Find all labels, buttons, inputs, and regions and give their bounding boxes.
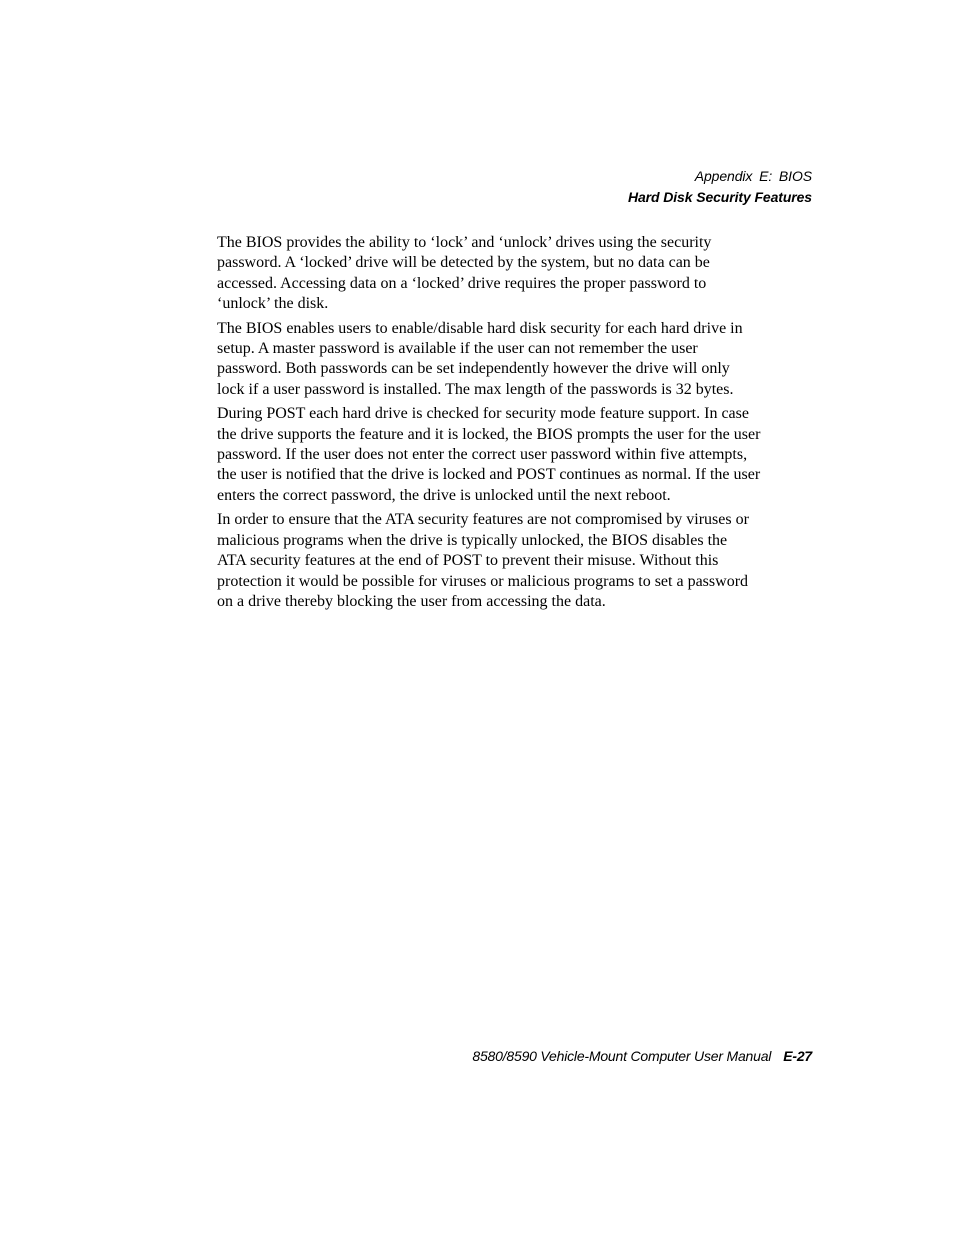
body-text (217, 233, 783, 616)
paragraph-ata-lock-unlock (217, 233, 783, 315)
text-line: setup. A master password is available if the user can not remember the user (217, 340, 698, 358)
text-line: the user is notified that the drive is locked and POST continues as normal. If the user (217, 466, 761, 484)
text-line: password. Both passwords can be set independently however the drive will only (217, 360, 730, 378)
page-number: E-27 (783, 1048, 812, 1064)
text-line: malicious programs when the drive is typically unlocked, the BIOS disables the (217, 531, 728, 549)
text-line: on a drive thereby blocking the user from accessing the data. (217, 592, 606, 610)
paragraph-master-password (217, 319, 783, 401)
text-line: ATA security features at the end of POST to prevent their misuse. Without this (217, 552, 719, 570)
running-footer (472, 1046, 812, 1066)
manual-title: 8580/8590 Vehicle-Mount Computer User Manual (472, 1048, 772, 1064)
running-header (628, 166, 812, 208)
text-line: ‘unlock’ the disk. (217, 295, 329, 313)
text-line: protection it would be possible for viruses or malicious programs to set a password (217, 572, 749, 590)
text-line: In order to ensure that the ATA security features are not compromised by viruses or (217, 511, 749, 529)
text-line: enters the correct password, the drive is unlocked until the next reboot. (217, 486, 671, 504)
text-line: During POST each hard drive is checked for security mode feature support. In case (217, 405, 749, 423)
text-line: The BIOS enables users to enable/disable hard disk security for each hard drive in (217, 319, 743, 337)
text-line: lock if a user password is installed. The max length of the passwords is 32 bytes. (217, 380, 734, 398)
text-line: password. A ‘locked’ drive will be detected by the system, but no data can be (217, 254, 710, 272)
paragraph-ata-protection (217, 510, 783, 612)
text-line: accessed. Accessing data on a ‘locked’ drive requires the proper password to (217, 274, 707, 292)
text-line: The BIOS provides the ability to ‘lock’ and ‘unlock’ drives using the security (217, 234, 712, 251)
text-line: the drive supports the feature and it is locked, the BIOS prompts the user for the user (217, 425, 761, 443)
section-title: Hard Disk Security Features (627, 189, 812, 205)
paragraph-post-check (217, 404, 783, 506)
text-line: password. If the user does not enter the correct user password within five attempts, (217, 446, 748, 464)
chapter-title: Appendix E: BIOS (694, 168, 812, 184)
